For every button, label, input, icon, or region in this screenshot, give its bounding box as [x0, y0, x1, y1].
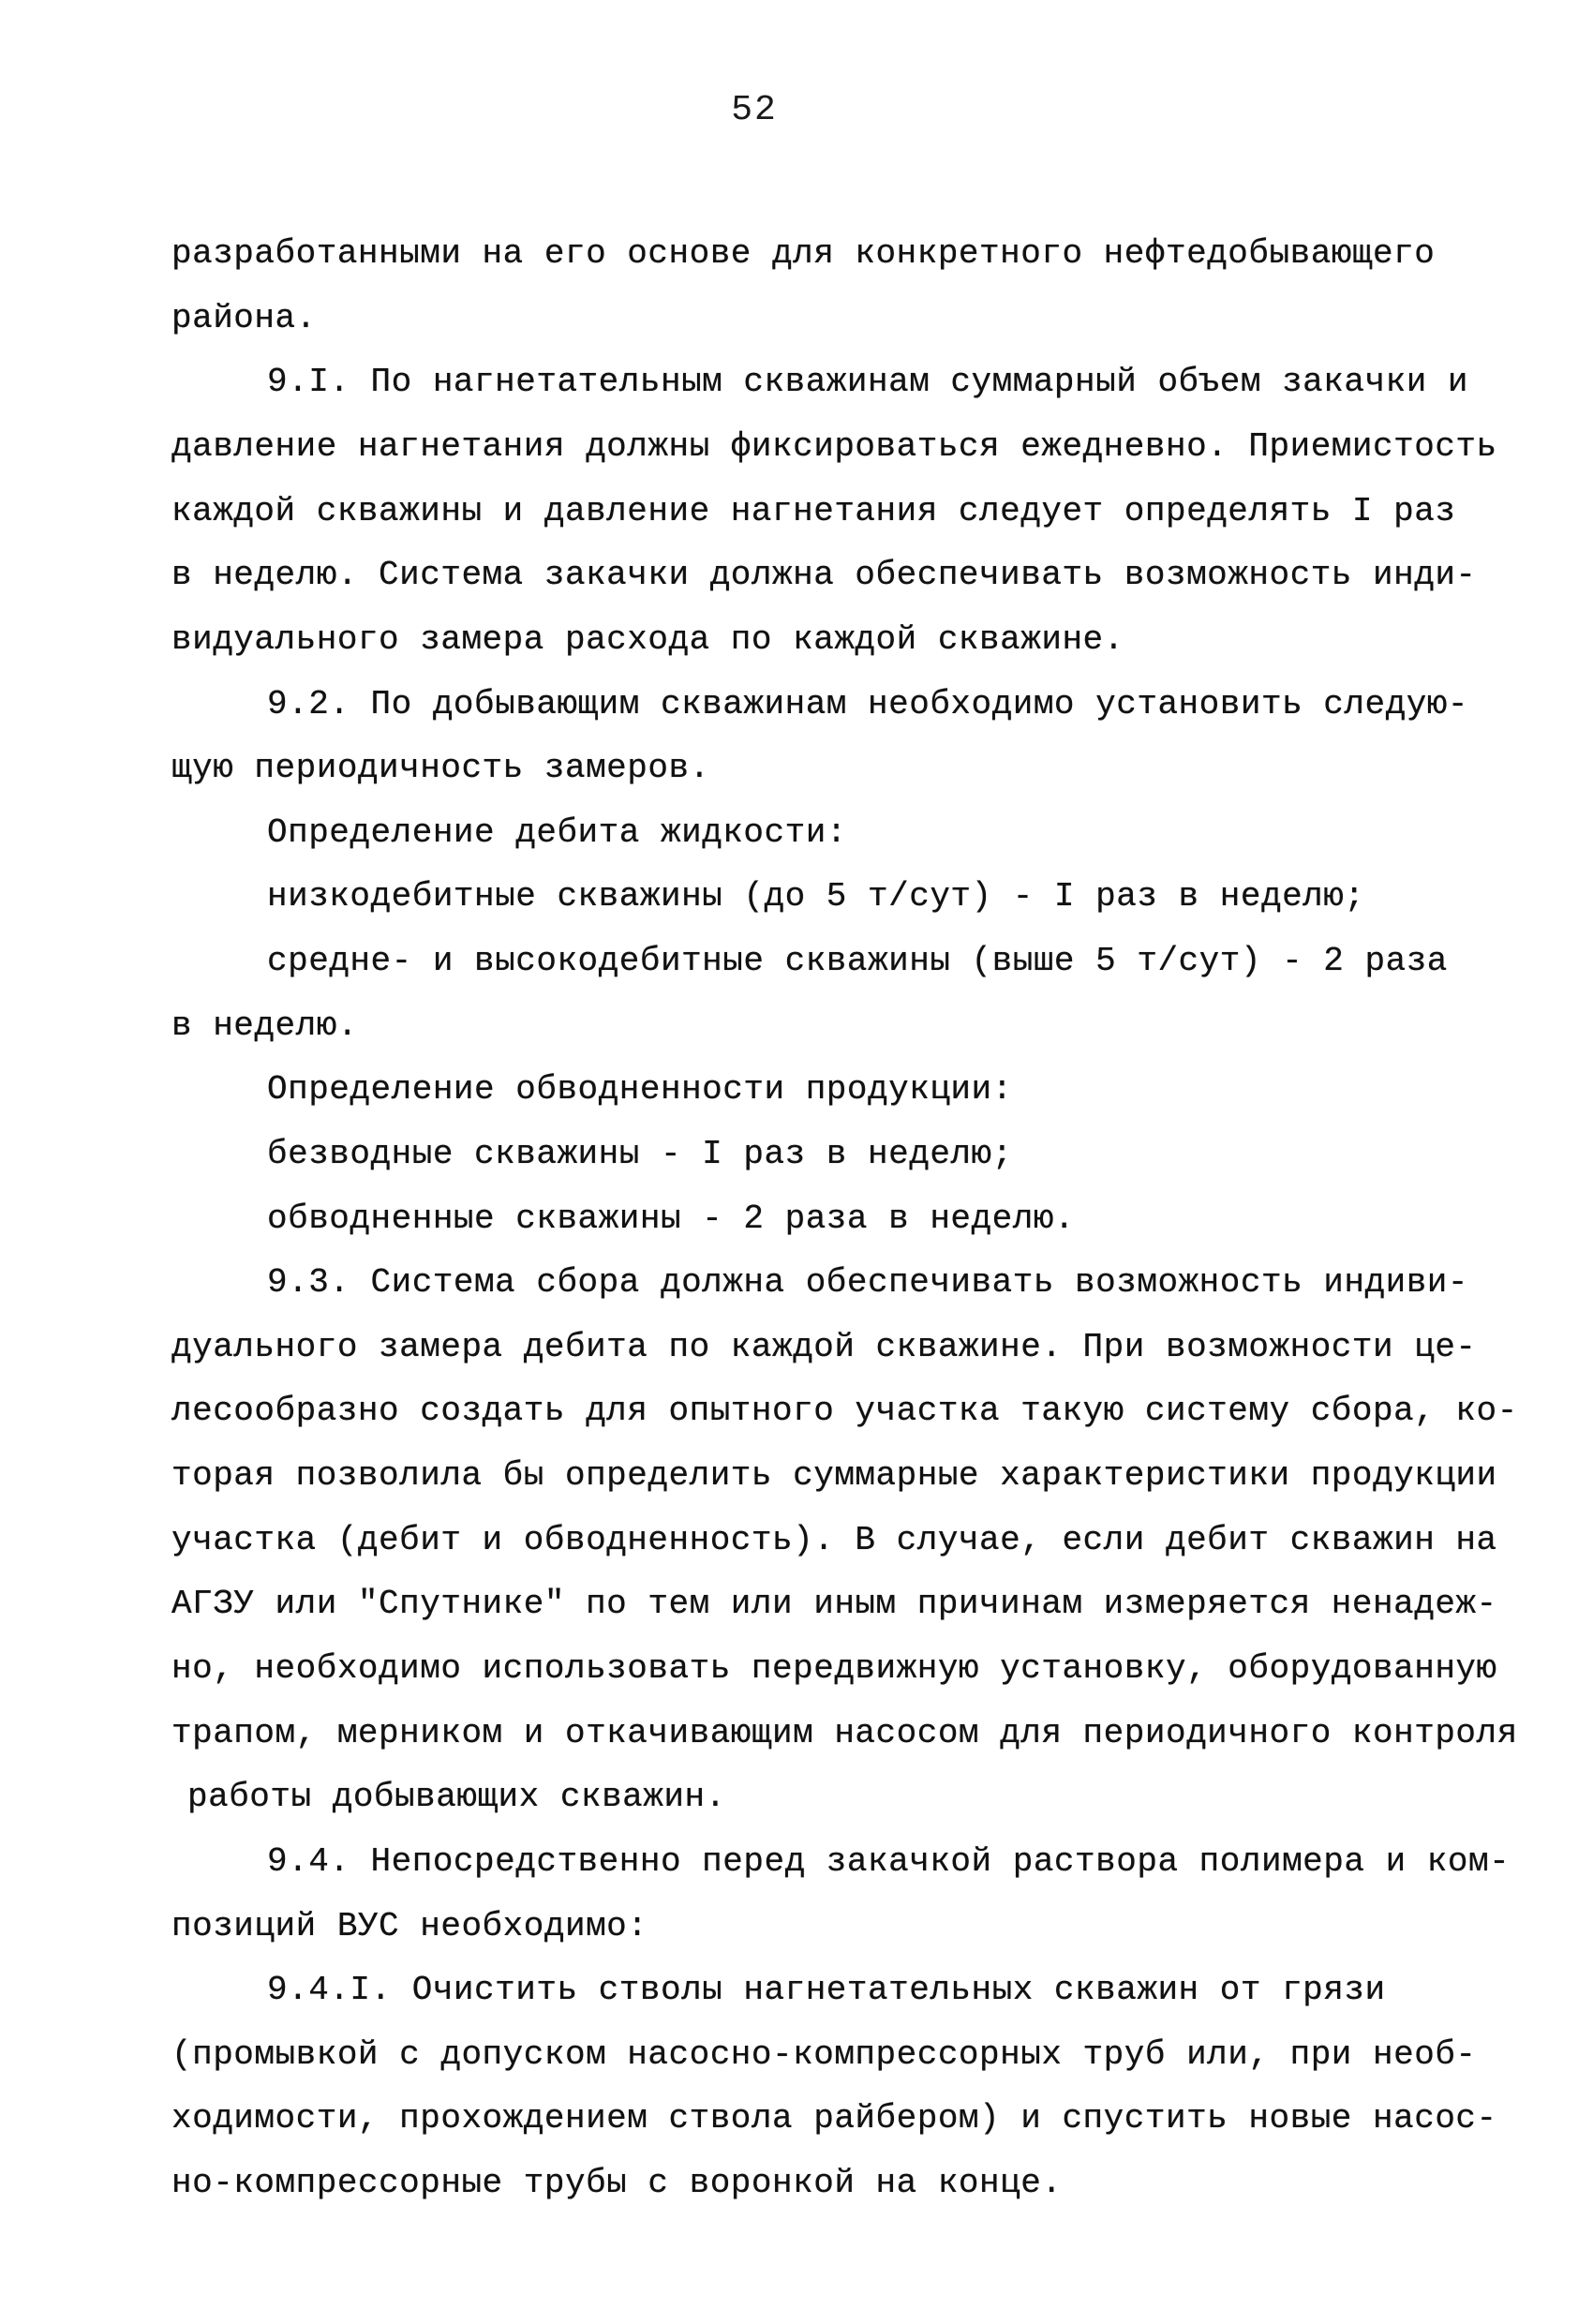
text-line: 9.4.I. Очистить стволы нагнетательных скважин от грязи — [267, 1971, 1386, 2009]
text-line: в неделю. Система закачки должна обеспечивать возможность инди- — [171, 556, 1477, 594]
text-line: Определение дебита жидкости: — [267, 813, 847, 852]
page-number: 52 — [731, 90, 778, 130]
text-line: позиций ВУС необходимо: — [171, 1907, 648, 1945]
text-line: но, необходимо использовать передвижную установку, оборудованную — [171, 1649, 1497, 1688]
text-line: но-компрессорные трубы с воронкой на конце. — [171, 2164, 1063, 2202]
text-line: 9.4. Непосредственно перед закачкой раствора полимера и ком- — [267, 1842, 1511, 1881]
text-line: щую периодичность замеров. — [171, 749, 710, 787]
text-line: 9.3. Система сбора должна обеспечивать возможность индиви- — [267, 1263, 1469, 1302]
text-line: участка (дебит и обводненность). В случае, если дебит скважин на — [171, 1521, 1497, 1559]
text-line: 9.I. По нагнетательным скважинам суммарный объем закачки и — [267, 363, 1469, 401]
text-line: 9.2. По добывающим скважинам необходимо установить следую- — [267, 685, 1469, 723]
text-line: района. — [171, 299, 317, 337]
text-line: лесообразно создать для опытного участка такую систему сбора, ко- — [171, 1392, 1518, 1430]
text-line: АГЗУ или "Спутнике" по тем или иным причинам измеряется ненадеж- — [171, 1585, 1497, 1623]
text-line: каждой скважины и давление нагнетания следует определять I раз — [171, 492, 1456, 530]
text-line: обводненные скважины - 2 раза в неделю. — [267, 1199, 1076, 1238]
text-line: дуального замера дебита по каждой скважине. При возможности це- — [171, 1328, 1477, 1366]
text-line: ходимости, прохождением ствола райбером) и спустить новые насос- — [171, 2099, 1497, 2138]
text-line: видуального замера расхода по каждой скважине. — [171, 620, 1124, 659]
text-line: давление нагнетания должны фиксироваться ежедневно. Приемистость — [171, 427, 1497, 466]
text-line: трапом, мерником и откачивающим насосом для периодичного контроля — [171, 1714, 1518, 1752]
text-line: средне- и высокодебитные скважины (выше 5 т/сут) - 2 раза — [267, 942, 1448, 980]
text-line: низкодебитные скважины (до 5 т/сут) - I раз в неделю; — [267, 877, 1365, 916]
text-line: безводные скважины - I раз в неделю; — [267, 1135, 1013, 1173]
text-line: (промывкой с допуском насосно-компрессорных труб или, при необ- — [171, 2035, 1477, 2074]
text-line: торая позволила бы определить суммарные характеристики продукции — [171, 1456, 1497, 1495]
text-line: разработанными на его основе для конкретного нефтедобывающего — [171, 234, 1436, 273]
text-line: работы добывающих скважин. — [187, 1778, 726, 1816]
text-line: в неделю. — [171, 1006, 358, 1045]
text-line: Определение обводненности продукции: — [267, 1070, 1013, 1109]
